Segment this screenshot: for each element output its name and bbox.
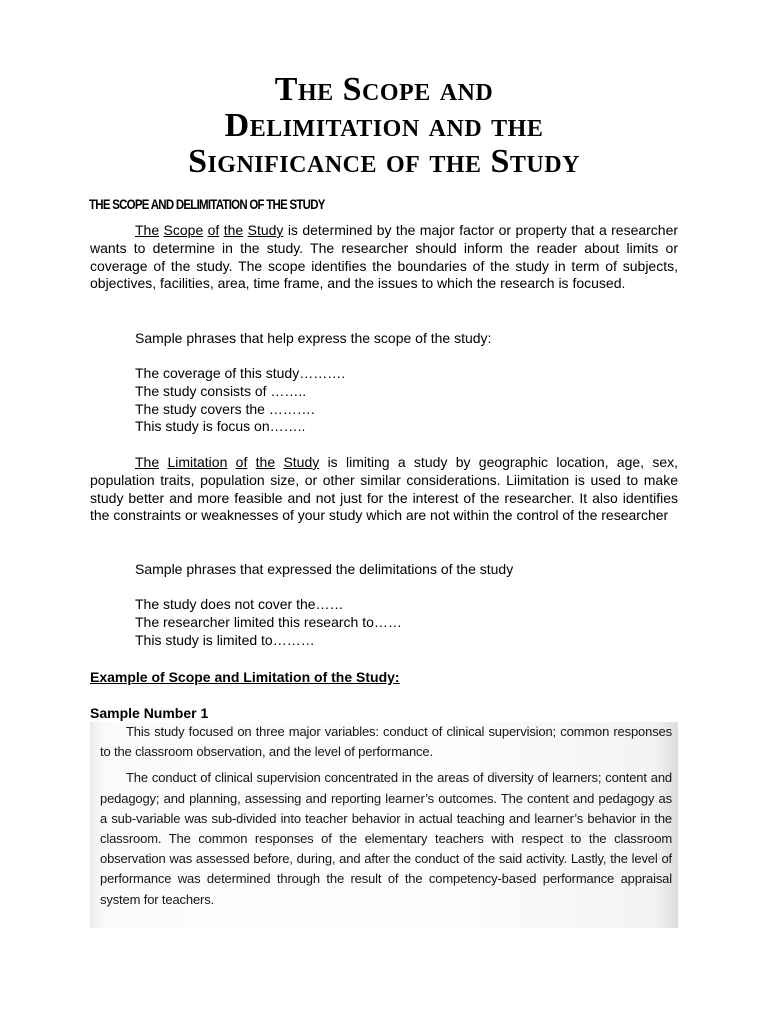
limitation-lead-word: Limitation xyxy=(167,454,228,470)
scope-paragraph-text: is determined by the major factor or property that a researcher wants to determine in the study. The researcher should inform the reader about limits or coverage of the study. The scope identifies the boundaries of the study in term of subjects, objectives, facilities, area, time frame, and the issues to which the research is focused. xyxy=(90,222,679,292)
scope-phrase: This study is focus on…….. xyxy=(135,418,306,435)
limitation-paragraph xyxy=(90,454,678,525)
scope-phrase: The coverage of this study………. xyxy=(135,365,346,381)
limitation-lead-word: the xyxy=(255,454,276,470)
title-line-2: Delimitation and the xyxy=(224,107,544,144)
document-title xyxy=(0,72,768,180)
scanned-excerpt-text xyxy=(100,722,672,910)
title-line-1: The Scope and xyxy=(274,71,494,108)
scope-lead-word: the xyxy=(223,222,244,238)
title-line-3: Significance of the Study xyxy=(188,143,580,180)
scanned-paragraph-2: The conduct of clinical supervision concentrated in the areas of diversity of learners; content and pedagogy; and planning, assessing and reporting learner’s outcomes. The content and pedagogy as a sub-variable was sub-divided into teacher behavior in actual teaching and learner’s behavior in the classroom. The common responses of the elementary teachers with respect to the classroom observation was assessed before, during, and after the conduct of the said activity. Lastly, the level of performance was determined through the result of the competency-based performance appraisal system for teachers. xyxy=(100,770,672,907)
example-heading: Example of Scope and Limitation of the Study: xyxy=(90,669,400,685)
sample-number-label: Sample Number 1 xyxy=(90,705,209,721)
scope-lead-word: Scope xyxy=(163,222,204,238)
delimitation-phrase: The study does not cover the…… xyxy=(135,596,344,612)
limitation-paragraph-text: is limiting a study by geographic location, age, sex, population traits, population size, or other similar considerations. Liimitation is used to make study better and more feasible and not just for the interest of the researcher. It also identifies the constraints or weaknesses of your study which are not within the control of the researcher xyxy=(90,454,679,524)
scope-paragraph xyxy=(90,222,678,293)
limitation-lead-word: of xyxy=(235,454,248,470)
scope-lead-word: Study xyxy=(247,222,284,238)
scope-phrase: The study consists of …….. xyxy=(135,382,307,399)
scope-lead-word: The xyxy=(135,222,160,238)
delimitation-phrases-intro: Sample phrases that expressed the delimitations of the study xyxy=(135,561,514,577)
delimitation-phrase: The researcher limited this research to…… xyxy=(135,613,402,630)
section-heading: THE SCOPE AND DELIMITATION OF THE STUDY xyxy=(89,196,325,212)
delimitation-phrases-list xyxy=(135,596,402,649)
scope-phrase: The study covers the ………. xyxy=(135,400,315,417)
scope-phrases-list xyxy=(135,365,345,436)
scope-lead-word: of xyxy=(207,222,220,238)
scanned-paragraph-1: This study focused on three major variables: conduct of clinical supervision; common responses to the classroom observation, and the level of performance. xyxy=(100,724,672,760)
scope-phrases-intro: Sample phrases that help express the scope of the study: xyxy=(135,330,492,346)
limitation-lead-word: The xyxy=(135,454,160,470)
limitation-lead-word: Study xyxy=(283,454,320,470)
delimitation-phrase: This study is limited to……… xyxy=(135,631,315,648)
scanned-excerpt-image xyxy=(90,722,678,928)
